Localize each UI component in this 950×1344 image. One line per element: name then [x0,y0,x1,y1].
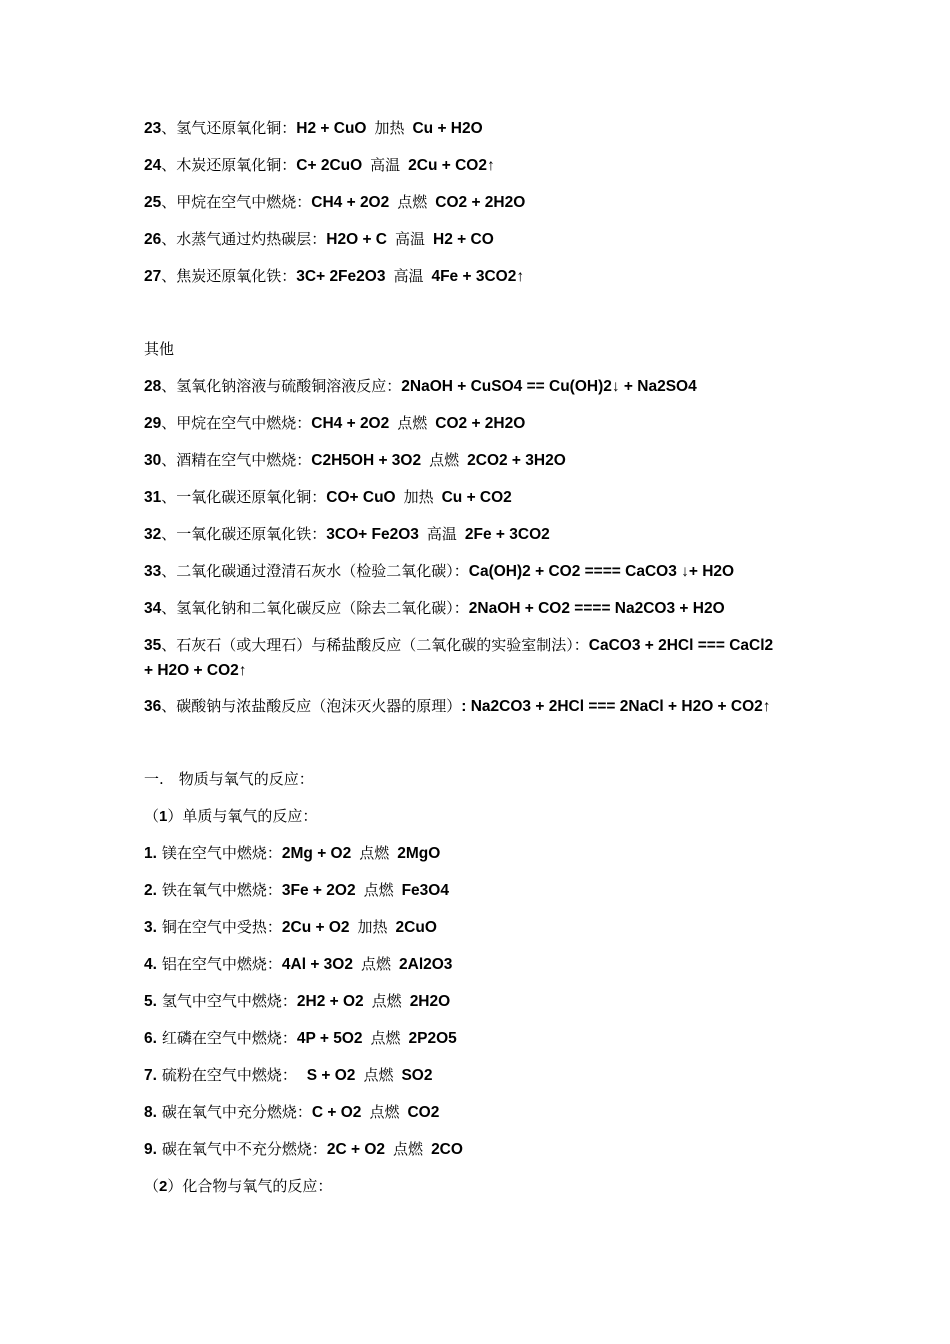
reaction-line [144,596,834,621]
equation-reactants: C2H5OH + 3O2 [311,452,422,469]
reaction-description: 氢气中空气中燃烧： [161,992,297,1010]
reaction-condition: 点燃 [393,1140,424,1158]
equation-reactants: 2Cu + O2 [281,919,350,936]
reaction-line [144,694,834,719]
equation-products: H2 + CO [433,231,494,248]
item-number: 29 [144,415,162,432]
subsection-heading [144,804,834,829]
item-number: 35 [144,637,162,654]
reaction-line [144,448,834,473]
item-number: 4. [144,956,157,973]
equation-reactants: C + O2 [311,1104,362,1121]
reaction-condition: 点燃 [371,992,402,1010]
reaction-line [144,227,834,252]
reaction-condition: 高温 [426,525,457,543]
reaction-condition: 点燃 [429,451,460,469]
reaction-line [144,915,834,940]
equation-products: 2H2O [409,993,451,1010]
reaction-line [144,1100,834,1125]
reaction-description: 铜在空气中受热： [161,918,282,936]
equation-products: 2Cu + CO2↑ [408,157,495,174]
equation-products: 2CuO [395,919,437,936]
reaction-line [144,153,834,178]
paren-open: （ [144,807,160,825]
equation-products: 4Fe + 3CO2↑ [431,268,525,285]
reaction-line [144,989,834,1014]
reaction-condition: 加热 [403,488,434,506]
reaction-description: 铝在空气中燃烧： [161,955,282,973]
paren-open: （ [144,1177,160,1195]
item-number: 32 [144,526,162,543]
equation-reactants: CH4 + 2O2 [311,194,390,211]
equation-products: 2P2O5 [408,1030,457,1047]
reaction-description: 红磷在空气中燃烧： [161,1029,297,1047]
reaction-description: 、碳酸钠与浓盐酸反应（泡沫灭火器的原理） [161,697,462,715]
item-number: 7. [144,1067,157,1084]
reaction-description: 、水蒸气通过灼热碳层： [161,230,327,248]
equation-products: Cu + H2O [412,120,483,137]
reaction-description: 碳在氧气中不充分燃烧： [161,1140,327,1158]
reaction-line [144,116,834,141]
equation-products: CO2 + 2H2O [435,415,526,432]
reaction-description: 碳在氧气中充分燃烧： [161,1103,312,1121]
item-number: 9. [144,1141,157,1158]
reaction-line [144,633,834,658]
section-heading: 一. 物质与氧气的反应： [144,770,314,788]
item-number: 28 [144,378,162,395]
reaction-condition: 点燃 [363,881,394,899]
reaction-line [144,264,834,289]
equation-reactants: 3C+ 2Fe2O3 [296,268,386,285]
reaction-description: 、一氧化碳还原氧化铁： [161,525,327,543]
reaction-description: 、二氧化碳通过澄清石灰水（检验二氧化碳）： [161,562,469,580]
reaction-description: 、甲烷在空气中燃烧： [161,414,312,432]
item-number: 31 [144,489,162,506]
reaction-description: 铁在氧气中燃烧： [161,881,282,899]
subsection-number: 1 [159,808,168,825]
equation-reactants: 2H2 + O2 [296,993,364,1010]
equation: CaCO3 + 2HCl === CaCl2 [588,637,774,654]
equation-reactants: S + O2 [306,1067,356,1084]
equation-products: 2Fe + 3CO2 [464,526,550,543]
reaction-condition: 加热 [357,918,388,936]
equation-reactants: CH4 + 2O2 [311,415,390,432]
subsection-title: ）单质与氧气的反应： [167,807,318,825]
reaction-condition: 高温 [370,156,401,174]
item-number: 23 [144,120,162,137]
equation-reactants: 3Fe + 2O2 [281,882,356,899]
equation: 2NaOH + CuSO4 == Cu(OH)2↓ + Na2SO4 [401,378,697,395]
item-number: 30 [144,452,162,469]
equation-products: 2Al2O3 [399,956,453,973]
item-number: 27 [144,268,162,285]
item-number: 24 [144,157,162,174]
item-number: 36 [144,698,162,715]
equation-reactants: 2C + O2 [326,1141,386,1158]
reaction-line [144,952,834,977]
reaction-condition: 高温 [395,230,426,248]
reaction-line [144,1063,834,1088]
item-number: 1. [144,845,157,862]
item-number: 34 [144,600,162,617]
reaction-line [144,485,834,510]
equation-reactants: 2Mg + O2 [281,845,352,862]
equation: Ca(OH)2 + CO2 ==== CaCO3 ↓+ H2O [468,563,735,580]
reaction-condition: 点燃 [360,955,391,973]
reaction-line [144,878,834,903]
reaction-description: 硫粉在空气中燃烧： [161,1066,297,1084]
equation-reactants: H2O + C [326,231,387,248]
item-number: 25 [144,194,162,211]
equation-reactants: C+ 2CuO [296,157,363,174]
equation-products: Fe3O4 [401,882,449,899]
equation-products: CO2 + 2H2O [435,194,526,211]
equation-reactants: 4P + 5O2 [296,1030,363,1047]
reaction-line [144,1026,834,1051]
equation-products: 2CO2 + 3H2O [467,452,566,469]
item-number: 26 [144,231,162,248]
reaction-description: 、甲烷在空气中燃烧： [161,193,312,211]
reaction-description: 、氢氧化钠和二氧化碳反应（除去二氧化碳）： [161,599,469,617]
reaction-condition: 点燃 [370,1029,401,1047]
equation: 2NaOH + CO2 ==== Na2CO3 + H2O [468,600,725,617]
reaction-condition: 高温 [393,267,424,285]
section-heading-other: 其他 [144,340,175,358]
reaction-condition: 点燃 [397,414,428,432]
reaction-description: 、酒精在空气中燃烧： [161,451,312,469]
reaction-line [144,522,834,547]
reaction-description: 、焦炭还原氧化铁： [161,267,297,285]
subsection-title: ）化合物与氧气的反应： [167,1177,333,1195]
equation-reactants: CO+ CuO [326,489,396,506]
reaction-line [144,374,834,399]
equation-products: 2CO [431,1141,463,1158]
item-number: 8. [144,1104,157,1121]
reaction-description: 、氢氧化钠溶液与硫酸铜溶液反应： [161,377,402,395]
item-number: 33 [144,563,162,580]
reaction-description: 、一氧化碳还原氧化铜： [161,488,327,506]
reaction-condition: 点燃 [359,844,390,862]
equation-reactants: 3CO+ Fe2O3 [326,526,419,543]
item-number: 2. [144,882,157,899]
reaction-description: 、木炭还原氧化铜： [161,156,297,174]
reaction-condition: 加热 [374,119,405,137]
equation-products: SO2 [401,1067,433,1084]
reaction-line [144,190,834,215]
reaction-condition: 点燃 [363,1066,394,1084]
equation-reactants: 4Al + 3O2 [281,956,353,973]
reaction-description: 镁在空气中燃烧： [161,844,282,862]
reaction-line [144,559,834,584]
item-number: 3. [144,919,157,936]
reaction-condition: 点燃 [369,1103,400,1121]
equation-reactants: H2 + CuO [296,120,367,137]
reaction-line-continuation [144,658,834,683]
equation: : Na2CO3 + 2HCl === 2NaCl + H2O + CO2↑ [461,698,771,715]
equation-products: Cu + CO2 [441,489,512,506]
reaction-line [144,1137,834,1162]
equation-products: CO2 [407,1104,440,1121]
item-number: 5. [144,993,157,1010]
reaction-line [144,841,834,866]
subsection-heading [144,1174,834,1199]
reaction-condition: 点燃 [397,193,428,211]
reaction-description: 、石灰石（或大理石）与稀盐酸反应（二氧化碳的实验室制法）： [161,636,589,654]
subsection-number: 2 [159,1178,168,1195]
reaction-description: 、氢气还原氧化铜： [161,119,297,137]
reaction-line [144,411,834,436]
item-number: 6. [144,1030,157,1047]
equation-products: 2MgO [397,845,441,862]
equation-continuation: + H2O + CO2↑ [144,662,247,679]
